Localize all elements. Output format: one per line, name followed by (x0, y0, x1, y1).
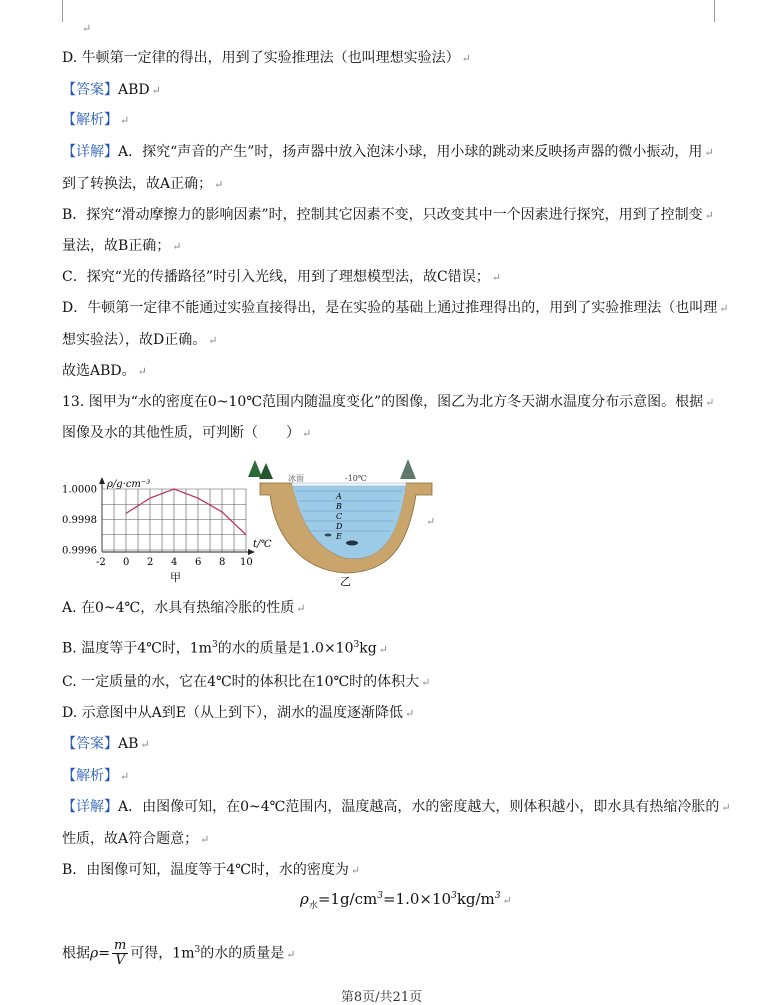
figures (60, 455, 440, 590)
line-detail-1: 【详解】A．探究“声音的产生”时，扬声器中放入泡沫小球，用小球的跳动来反映扬声器的微小振动，用 ↵ (62, 144, 714, 160)
line-analysis-prev: 【解析】 ↵ (62, 112, 130, 128)
line-q13-c: C. 一定质量的水，它在4℃时的体积比在10℃时的体积大 ↵ (62, 674, 431, 690)
top-right-margin-mark (714, 0, 715, 22)
line-detail13-1: 【详解】A．由图像可知，在0~4℃范围内，温度越高，水的密度越大，则体积越小，即水具有热缩冷胀的 ↵ (62, 799, 731, 815)
air-temp-label: -10℃ (345, 474, 367, 483)
chart-caption: 甲 (170, 571, 181, 584)
line-detail13-2: 性质，故A符合题意； ↵ (62, 831, 210, 847)
tree-left-2 (259, 463, 273, 479)
lake-layer-label: C (336, 512, 343, 521)
line-detail-8: 故选ABD。 ↵ (62, 363, 147, 379)
line-q13-d: D. 示意图中从A到E（从上到下），湖水的温度逐渐降低 ↵ (62, 705, 415, 721)
x-tick-label: 0 (123, 557, 130, 568)
fish-small (325, 534, 332, 537)
section-label: 【解析】 (62, 112, 118, 128)
line-detail13-3: B．由图像可知，温度等于4℃时，水的密度为 ↵ (62, 862, 361, 878)
x-tick-label: -2 (96, 557, 106, 568)
section-label: 【详解】 (62, 799, 118, 815)
line-opt-d-prev: D. 牛顿第一定律的得出，用到了实验推理法（也叫理想实验法） ↵ (62, 50, 471, 66)
x-tick-label: 2 (147, 557, 154, 568)
line-analysis-13: 【解析】 ↵ (62, 768, 130, 784)
line-q13-1: 13. 图甲为“水的密度在0~10℃范围内随温度变化”的图像，图乙为北方冬天湖水温度分布示意图。根据 ↵ (62, 394, 715, 410)
x-tick-label: 6 (195, 557, 202, 568)
chart-xlabel: t/℃ (253, 539, 272, 550)
last-line: 根据ρ= $\frac{m}{V}$ 可得，$1m^3$的水的质量是 ↵ (62, 938, 296, 969)
line-q13-2: 图像及水的其他性质，可判断（ ） ↵ (62, 425, 312, 441)
x-tick-labels (96, 557, 253, 568)
line-detail-2: 到了转换法，故A正确； ↵ (62, 176, 224, 192)
tree-right (400, 459, 416, 479)
lake-caption: 乙 (340, 575, 351, 588)
chart-ylabel: ρ/g·cm⁻³ (107, 479, 151, 490)
lake-layer-label: E (336, 532, 342, 541)
chart-grid (102, 489, 246, 552)
section-label: 【详解】 (62, 144, 118, 160)
line-answer-13: 【答案】AB ↵ (62, 736, 150, 752)
paragraph-mark-top: ↵ (82, 22, 92, 35)
x-tick-label: 10 (240, 557, 253, 568)
section-label: 【答案】 (62, 736, 118, 752)
lake-layer-label: A (336, 492, 342, 501)
y-axis-arrow (99, 477, 105, 484)
y-tick-label: 1.0000 (62, 484, 97, 496)
ice-label: 冰面 (288, 474, 304, 483)
section-label: 【答案】 (62, 82, 118, 98)
lake-layer-label: D (336, 522, 343, 531)
lake-layer-label: B (336, 502, 342, 511)
page-footer: 第8页/共21页 (340, 990, 423, 1005)
line-detail-5: C．探究“光的传播路径”时引入光线，用到了理想模型法，故C错误； ↵ (62, 269, 501, 285)
ice-surface (292, 483, 406, 486)
density-formula: $\rho_水=1g/cm^3=1.0\times 10^3kg/m^3$ ↵ (300, 890, 512, 911)
top-left-margin-mark (62, 0, 63, 22)
tree-left-1 (248, 460, 262, 477)
y-tick-label: 0.9996 (62, 545, 97, 557)
mass-volume-fraction: $\frac{m}{V}$ (113, 938, 127, 969)
line-detail-7: 想实验法），故D正确。 ↵ (62, 332, 218, 348)
fish (346, 541, 358, 546)
line-q13-a: A. 在0~4℃，水具有热缩冷胀的性质 ↵ (62, 600, 306, 616)
line-detail-6: D．牛顿第一定律不能通过实验直接得出，是在实验的基础上通过推理得出的，用到了实验推理法（也叫理 ↵ (62, 300, 729, 316)
line-answer-prev: 【答案】ABD ↵ (62, 82, 161, 98)
x-tick-label: 4 (171, 557, 178, 568)
figure-paragraph-mark: ↵ (426, 515, 436, 528)
option-b: B. 温度等于4℃时，$1m^3$的水的质量是$1.0\times 10^3kg$ ↵ (62, 640, 388, 657)
line-detail-3: B．探究“滑动摩擦力的影响因素”时，控制其它因素不变，只改变其中一个因素进行探究，用到了控制变 ↵ (62, 207, 714, 223)
density-chart (62, 477, 272, 584)
y-tick-label: 0.9998 (62, 515, 97, 526)
line-detail-4: 量法，故B正确； ↵ (62, 238, 182, 254)
x-tick-label: 8 (219, 557, 226, 568)
section-label: 【解析】 (62, 768, 118, 784)
lake-diagram (248, 459, 432, 588)
y-tick-labels (62, 485, 97, 557)
